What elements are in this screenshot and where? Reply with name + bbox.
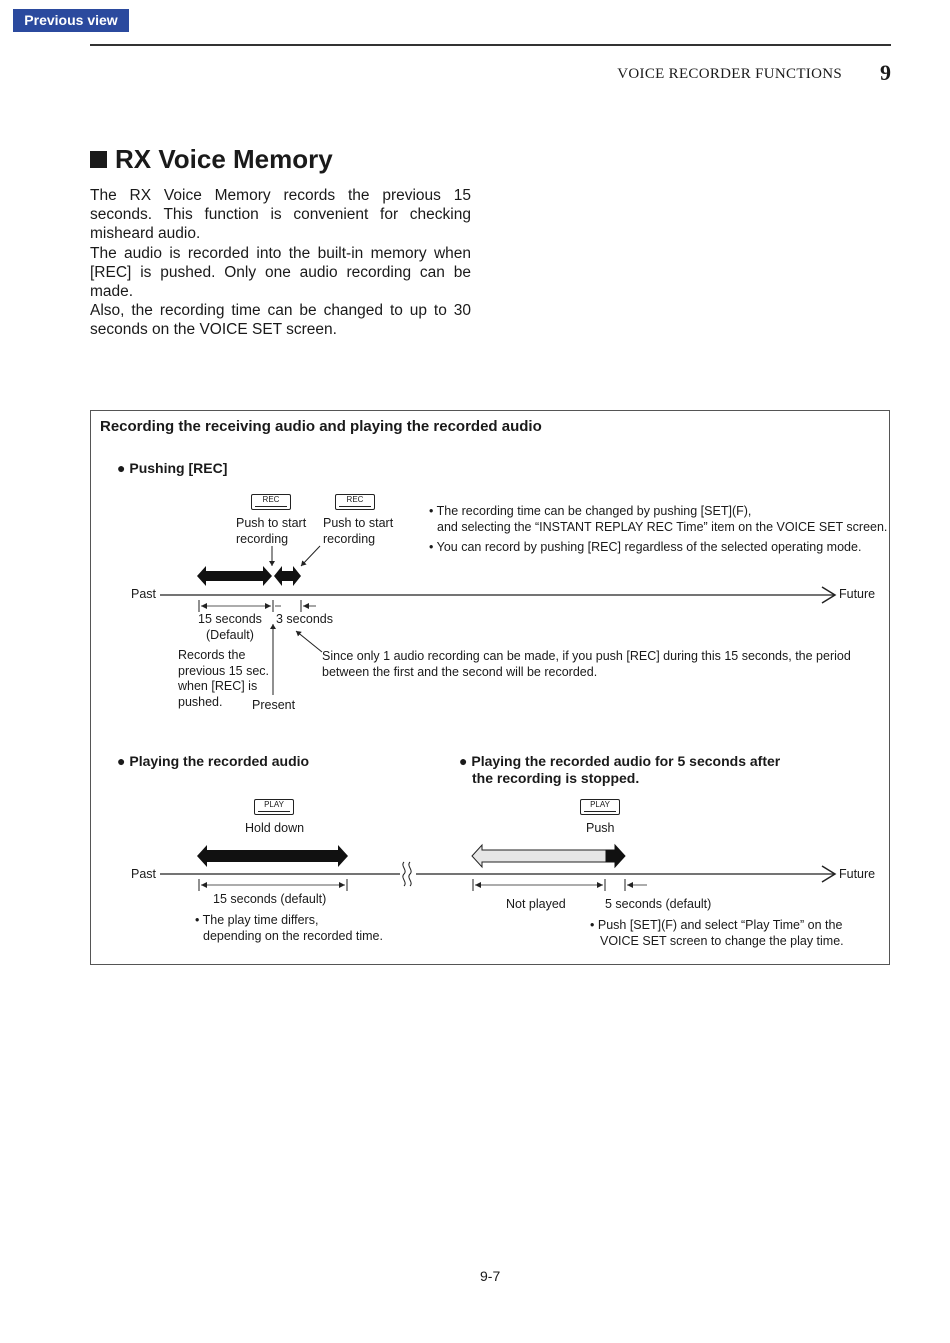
rec-3s-double-arrow xyxy=(274,566,301,586)
play5-key: PLAY xyxy=(580,799,620,815)
play-key: PLAY xyxy=(254,799,294,815)
rec-dur-3s: 3 seconds xyxy=(276,612,333,626)
rec-note-2-text: You can record by pushing [REC] regardless of the selected operating mode. xyxy=(436,540,862,554)
rec-note-1: • The recording time can be changed by pushing [SET](F), xyxy=(429,504,752,518)
records-note-line: Records the xyxy=(178,648,246,662)
rec-heading-text: Pushing [REC] xyxy=(129,460,228,476)
since-note-b: between the first and the second will be recorded. xyxy=(322,665,598,679)
break-mark-icon xyxy=(409,862,411,886)
play5-key-caption: Push xyxy=(586,821,615,835)
dim-arrowhead-icon xyxy=(265,603,271,609)
present-label: Present xyxy=(252,698,296,712)
rec-key2-caption: Push to start recording xyxy=(323,516,394,546)
dim-arrowhead-icon xyxy=(475,882,481,888)
intro-paragraph: The audio is recorded into the built-in memory when [REC] is pushed. Only one audio recording can be made. xyxy=(90,244,471,301)
since-note-pointer xyxy=(296,631,322,652)
play-15s-double-arrow xyxy=(197,845,348,867)
records-note-line: when [REC] is xyxy=(178,679,258,693)
section-title: VOICE RECORDER FUNCTIONS xyxy=(617,66,842,82)
rec-note-2: • You can record by pushing [REC] regardless of the selected operating mode. xyxy=(429,540,862,554)
diagram-title: Recording the receiving audio and playing the recorded audio xyxy=(100,418,542,435)
play5-heading: ● Playing the recorded audio for 5 seconds after xyxy=(459,753,781,769)
not-played-label: Not played xyxy=(506,897,566,911)
rec-past-label: Past xyxy=(131,587,157,601)
play5-note-b: VOICE SET screen to change the play time. xyxy=(600,934,844,948)
play-past-label: Past xyxy=(131,867,157,881)
records-note-line: previous 15 sec. xyxy=(178,663,270,678)
previous-view-button[interactable]: Previous view xyxy=(13,9,129,32)
play5-note-a: • Push [SET](F) and select “Play Time” on the xyxy=(590,918,843,932)
rec-key-2: REC xyxy=(335,494,375,510)
play-note-a: • The play time differs, xyxy=(195,913,319,927)
rec-key-1: REC xyxy=(251,494,291,510)
dim-arrowhead-icon xyxy=(201,603,207,609)
play5-future-label: Future xyxy=(839,867,876,881)
since-note-a: Since only 1 audio recording can be made, if you push [REC] during this 15 seconds, the period xyxy=(322,649,851,663)
rec-dur-15s: 15 seconds xyxy=(198,612,262,626)
play-dur: 15 seconds (default) xyxy=(213,892,327,906)
heading-text: RX Voice Memory xyxy=(115,144,333,174)
rec-dur-default: (Default) xyxy=(206,628,254,642)
play5-heading-a: Playing the recorded audio for 5 seconds after xyxy=(471,753,781,769)
dim-arrowhead-icon xyxy=(303,603,309,609)
play-note-a-text: The play time differs, xyxy=(202,913,319,927)
rec-key2-pointer xyxy=(301,546,320,566)
play5-not-played-arrow xyxy=(472,845,607,867)
rec-heading: ● Pushing [REC] xyxy=(117,460,228,476)
rec-note-1a: The recording time can be changed by pushing [SET](F), xyxy=(436,504,752,518)
play5-heading-b: the recording is stopped. xyxy=(472,770,640,786)
play5-played-arrow xyxy=(606,845,625,867)
intro-paragraph: The RX Voice Memory records the previous 15 seconds. This function is convenient for checking misheard audio. xyxy=(90,187,471,243)
rec-future-label: Future xyxy=(839,587,876,601)
dim-arrowhead-icon xyxy=(597,882,603,888)
dim-arrowhead-icon xyxy=(201,882,207,888)
play-note-b: depending on the recorded time. xyxy=(203,929,383,943)
play5-dur: 5 seconds (default) xyxy=(605,897,712,911)
rec-note-1b: and selecting the “INSTANT REPLAY REC Time” item on the VOICE SET screen. xyxy=(437,520,888,534)
dim-arrowhead-icon xyxy=(627,882,633,888)
chapter-number: 9 xyxy=(880,60,891,85)
rec-key1-caption: Push to start recording xyxy=(236,516,307,546)
rec-15s-double-arrow xyxy=(197,566,272,586)
play5-note-a-text: Push [SET](F) and select “Play Time” on the xyxy=(597,918,843,932)
play-key-caption: Hold down xyxy=(245,821,305,835)
page-number: 9-7 xyxy=(480,1268,501,1284)
intro-paragraph: Also, the recording time can be changed to up to 30 seconds on the VOICE SET screen. xyxy=(90,302,471,339)
dim-arrowhead-icon xyxy=(339,882,345,888)
records-note-line: pushed. xyxy=(178,694,223,709)
play-heading: ● Playing the recorded audio xyxy=(117,753,310,769)
play-heading-text: Playing the recorded audio xyxy=(129,753,310,769)
break-mark-icon xyxy=(403,862,405,886)
